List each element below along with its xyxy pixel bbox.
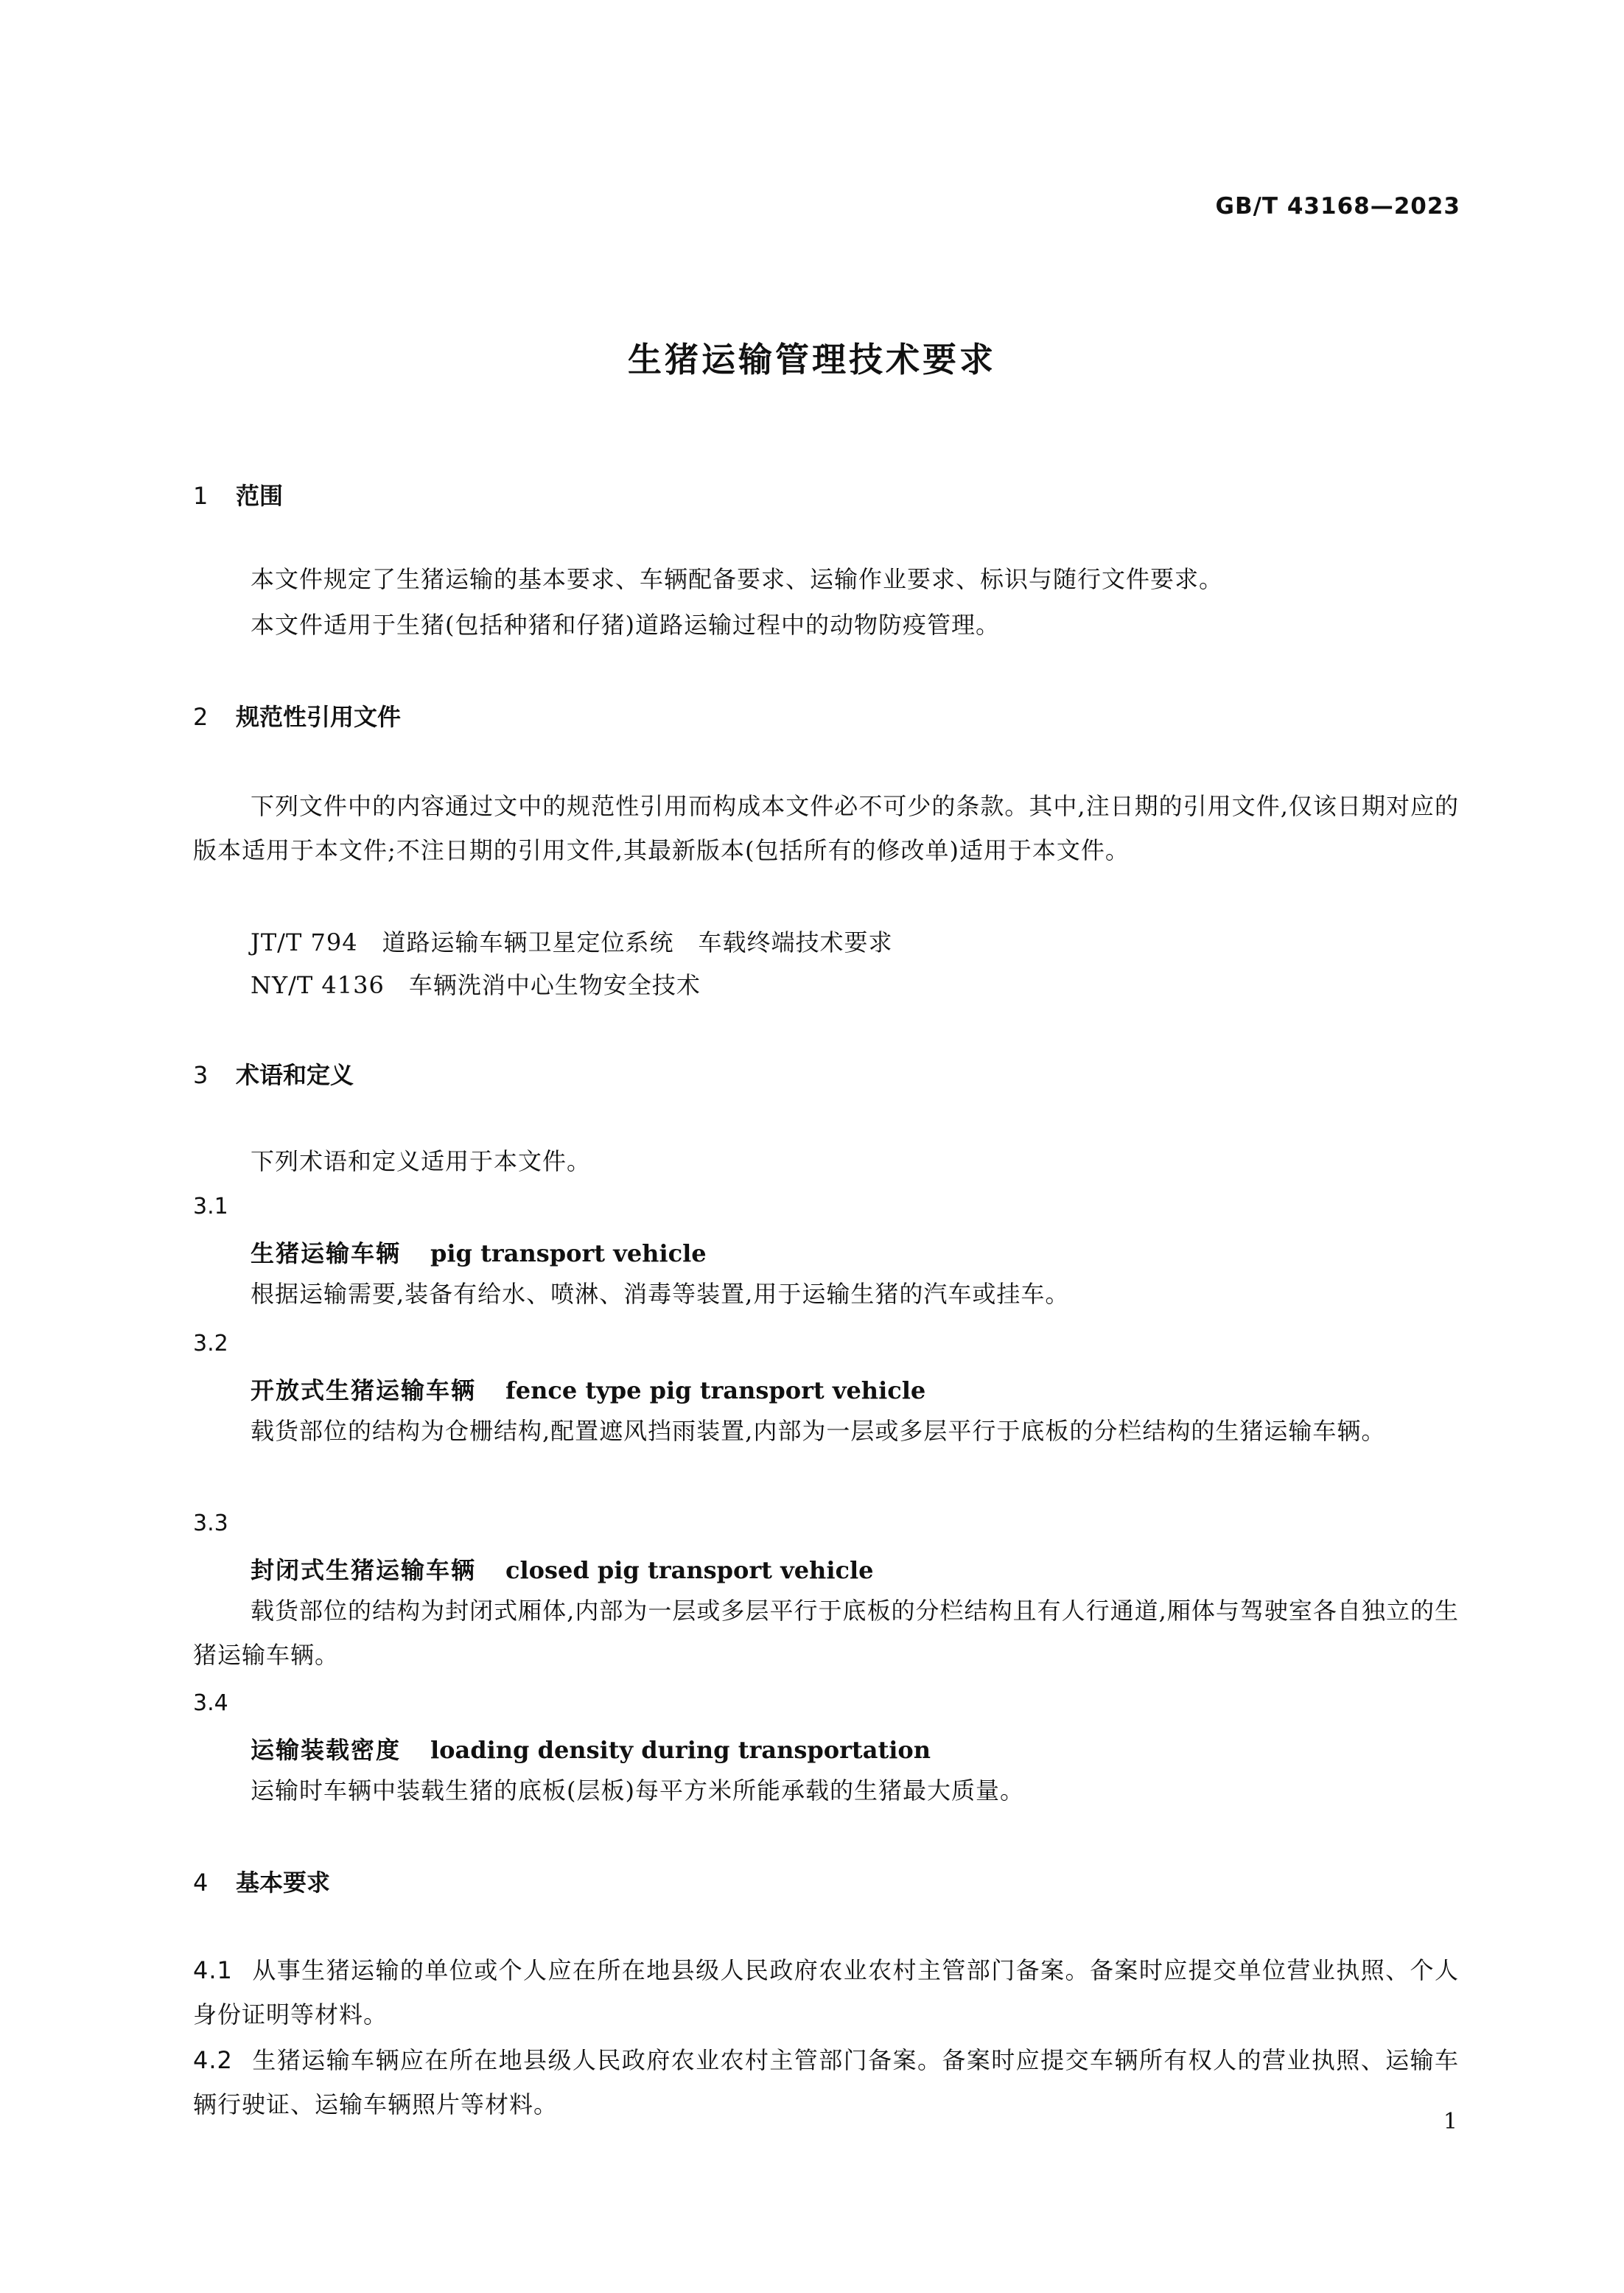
section-3-heading (193, 1057, 354, 1091)
section-number: 3 (193, 1061, 209, 1089)
section-number: 4 (193, 1869, 209, 1897)
term-definition: 运输时车辆中装载生猪的底板(层板)每平方米所能承载的生猪最大质量。 (251, 1776, 1024, 1804)
paragraph: 下列文件中的内容通过文中的规范性引用而构成本文件必不可少的条款。其中,注日期的引用文件,仅该日期对应的版本适用于本文件;不注日期的引用文件,其最新版本(包括所有的修改单)适用于本文件。 (193, 792, 1459, 864)
clause (193, 1948, 1459, 2037)
term-number: 3.1 (193, 1194, 228, 1219)
term-heading (251, 1552, 873, 1586)
section-1-heading (193, 477, 283, 511)
section-title: 规范性引用文件 (236, 703, 402, 731)
term-heading (251, 1732, 931, 1765)
term-number: 3.4 (193, 1690, 228, 1716)
clause (193, 2038, 1459, 2126)
term-definition: 根据运输需要,装备有给水、喷淋、消毒等装置,用于运输生猪的汽车或挂车。 (251, 1280, 1070, 1308)
reference-item: JT/T 794 道路运输车辆卫星定位系统 车载终端技术要求 (251, 928, 893, 956)
paragraph: 本文件适用于生猪(包括种猪和仔猪)道路运输过程中的动物防疫管理。 (251, 611, 1000, 639)
clause-text: 从事生猪运输的单位或个人应在所在地县级人民政府农业农村主管部门备案。备案时应提交单位营业执照、个人身份证明等材料。 (193, 1956, 1459, 2028)
term-definition: 载货部位的结构为仓栅结构,配置遮风挡雨装置,内部为一层或多层平行于底板的分栏结构的生猪运输车辆。 (251, 1417, 1386, 1445)
term-zh: 开放式生猪运输车辆 (251, 1376, 477, 1404)
section-title: 术语和定义 (236, 1061, 354, 1089)
section-title: 基本要求 (236, 1869, 331, 1897)
paragraph: 本文件规定了生猪运输的基本要求、车辆配备要求、运输作业要求、标识与随行文件要求。 (251, 565, 1224, 593)
section-title: 范围 (236, 482, 284, 510)
clause-number: 4.1 (193, 1956, 233, 1984)
term-zh: 封闭式生猪运输车辆 (251, 1556, 477, 1584)
section-2-heading (193, 699, 401, 732)
paragraph: 下列术语和定义适用于本文件。 (251, 1147, 592, 1175)
term-zh: 运输装载密度 (251, 1736, 402, 1764)
term-en: closed pig transport vehicle (505, 1556, 874, 1584)
document-title: 生猪运输管理技术要求 (628, 340, 996, 379)
section-number: 1 (193, 482, 209, 510)
term-number: 3.3 (193, 1510, 228, 1536)
clause-text: 生猪运输车辆应在所在地县级人民政府农业农村主管部门备案。备案时应提交车辆所有权人的营业执照、运输车辆行驶证、运输车辆照片等材料。 (193, 2046, 1459, 2118)
term-definition: 载货部位的结构为封闭式厢体,内部为一层或多层平行于底板的分栏结构且有人行通道,厢体与驾驶室各自独立的生猪运输车辆。 (193, 1597, 1459, 1669)
standard-code: GB/T 43168—2023 (1215, 193, 1460, 220)
term-en: pig transport vehicle (430, 1239, 707, 1267)
reference-item: NY/T 4136 车辆洗消中心生物安全技术 (251, 971, 701, 999)
term-zh: 生猪运输车辆 (251, 1239, 402, 1267)
term-en: fence type pig transport vehicle (505, 1376, 926, 1404)
term-number: 3.2 (193, 1331, 228, 1356)
term-heading (251, 1235, 707, 1269)
clause-number: 4.2 (193, 2046, 233, 2074)
section-number: 2 (193, 703, 209, 731)
page-number: 1 (1443, 2109, 1457, 2135)
term-heading (251, 1372, 925, 1406)
term-en: loading density during transportation (430, 1736, 931, 1764)
section-4-heading (193, 1864, 330, 1898)
